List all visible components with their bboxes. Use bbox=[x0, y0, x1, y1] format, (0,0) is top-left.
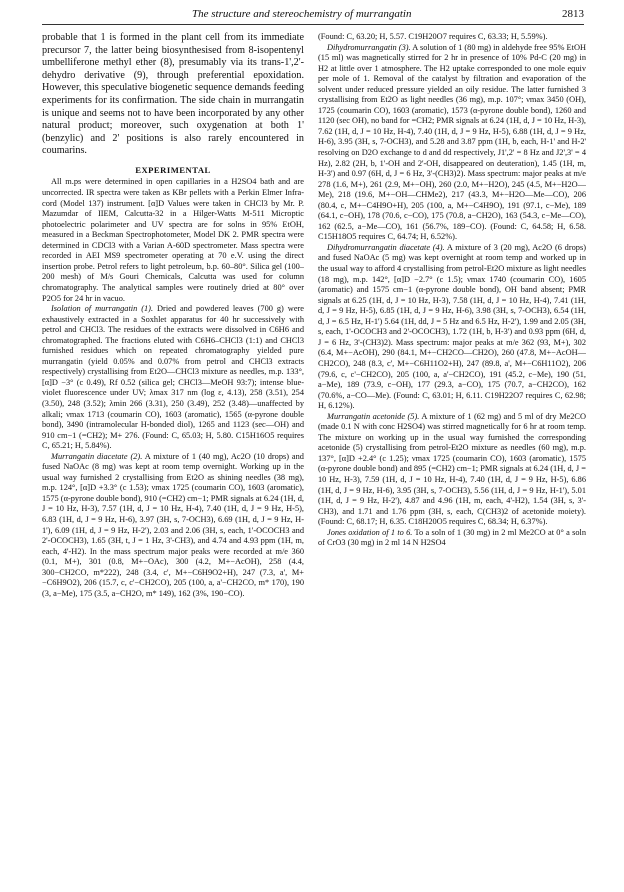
left-column bbox=[42, 32, 304, 884]
jones-body: To a soln of 1 (30 mg) in 2 ml Me2CO at 0° a soln of CrO3 (30 mg) in 2 ml 14 N H2SO4 bbox=[318, 527, 586, 548]
isolation-body: Dried and powdered leaves (700 g) were exhaustively extracted in a Soxhlet apparatus for 40 hr successively with petrol and CHCl3. The residues of the extracts were dissolved in C6H6 and chromatographed. The fractions eluted with C6H6–CHCl3 (1:1) and CHCl3 furnished residues which on repeated chromatography yielded pure murrangatin (yield 0.05% and 0.07% from petrol and CHCl3 extracts respectively) crystallising from Et2O—CHCl3 mixture as needles, m.p. 133°, [α]D −3° (c 0.49), Rf 0.52 (silica gel; CHCl3—MeOH 93:7); intense blue-violet fluorescence under UV; λmax 317 nm (log ε, 4.13), 258 (3.51), 254 (3.50), 248 (3.52); λmin 266 (3.31), 250 (3.49), 252 (3.48)—unaffected by alkali; νmax 1713 (coumarin CO), 1603 (aromatic), 1565 (α-pyrone double bond), 3490 (intramolecular H-bonded diol), 1265 and 1123 (sec—OH) and 910 cm−1 (=CH2); M+ 276. (Found: C, 65.03; H, 5.80. C15H16O5 requires C, 65.21; H, 5.84%). bbox=[42, 304, 304, 451]
general-methods-paragraph: All m.ps were determined in open capillaries in a H2SO4 bath and are uncorrected. IR spectra were taken as KBr pellets with a Perkin Elmer Infra-cord (Model 137) instrument. [α]D Values were taken in CHCl3 by Mr. P. Mazumdar of IIEM, Calcutta-32 in a Hilger-Watts M-511 Microptic photoelectric polarimeter and UV spectra are for solns in 95% EtOH, measured in a Beckman Spectrophotometer, Model DK 2. PMR spectra were determined in CDCl3 with a Varian A-60D spectrometer. Mass spectra were recorded in AEI MS9 spectrometer operating at 70 e.V. using the direct insertion probe. Petrol refers to light petroleum, b.p. 60–80°. Silica gel (100–200 mesh) of M/s Gouri Chemicals, Calcutta was used for column chromatography. The analytical samples were routinely dried at 80° over P2O5 for 24 hr in vacuo. bbox=[42, 177, 304, 303]
running-header bbox=[42, 8, 584, 24]
acetonide-lead: Murrangatin acetonide (5). bbox=[327, 411, 420, 421]
dihydro-paragraph bbox=[318, 43, 586, 243]
diacetate-paragraph bbox=[42, 452, 304, 600]
jones-paragraph bbox=[318, 528, 586, 549]
dihydro-lead: Dihydromurrangatin (3). bbox=[327, 42, 411, 52]
jones-lead: Jones oxidation of 1 to 6. bbox=[327, 527, 413, 537]
dihydro-diacetate-lead: Dihydromurrangatin diacetate (4). bbox=[327, 242, 445, 252]
experimental-heading: EXPERIMENTAL bbox=[135, 164, 211, 175]
isolation-lead: Isolation of murrangatin (1). bbox=[51, 304, 154, 314]
running-title: The structure and stereochemistry of murrangatin bbox=[192, 8, 412, 20]
acetonide-body: A mixture of 1 (62 mg) and 5 ml of dry Me2CO (made 0.1 N with conc H2SO4) was stirred magnetically for 6 hr at room temp. The mixture on working up in the usual way furnished the corresponding acetonide (5) crystallising from petrol-Et2O mixture as needles (60 mg), m.p. 137°, [α]D +2.4° (c 1.25); νmax 1725 (coumarin CO), 1603 (aromatic), 1575 (α-pyrone double bond) and 895 (=CH2) cm−1; PMR signals at 6.24 (1H, d, J = 10 Hz, H-3), 7.59 (1H, d, J = 10 Hz, H-4), 7.40 (1H, d, J = 9 Hz, H-5), 6.86 (1H, d, J = 9 Hz, H-6), 3.95 (3H, s, 7-OCH3), 5.56 (1H, d, J = 9 Hz, H-1'), 5.01 (1H, d, J = 9 Hz, H-2'), 4.87 and 4.96 (1H, m, each, 4'-H2), 1.54 (3H, s, 3'-CH3), and 1.71 and 1.76 ppm (3H, s, each, C(CH3)2 of acetonide moiety). (Found: C, 68.17; H, 6.35. C18H20O5 requires C, 68.34; H, 6.37%). bbox=[318, 411, 586, 527]
intro-paragraph: probable that 1 is formed in the plant cell from its immediate precursor 7, the latter being biosynthesised from 8-isopentenyl umbelliferone methyl ether (8), presumably via its trans-1',2'-dehydro derivative (9), through preferential epoxidation. However, this speculative biogenetic sequence demands feeding experiments for its confirmation. The side chain in murrangatin is unique and seems not to have been incorporated by any other natural product; moreover, such oxygenation at both 1' (benzylic) and 2' positions is also rarely encountered in coumarins. bbox=[42, 32, 304, 157]
dihydro-diacetate-body: A mixture of 3 (20 mg), Ac2O (6 drops) and fused NaOAc (5 mg) was kept overnight at room temp and worked up in the usual way to afford 4 crystallising from petrol-Et2O mixture as light needles (18 mg), m.p. 142°, [α]D −2.7° (c 1.5); νmax 1740 (coumarin CO), 1605 (aromatic) and 1575 cm−1 (α-pyrone double bond), OH band absent; PMR signals at 6.25 (1H, d, J = 10 Hz, H-3), 7.58 (1H, d, J = 10 Hz, H-4), 7.41 (1H, d, J = 9 Hz, H-5), 6.85 (1H, d, J = 9 Hz, H-6), 3.98 (3H, s, 7-OCH3), 6.54 (1H, d, J = 6.5 Hz, H-1') 5.64 (1H, dd, J = 5 Hz and 6.5 Hz, H-2'), 1.99 and 2.05 (3H, s, each, 1'-OCOCH3 and 2'-OCOCH3), 1.72 (1H, b, H-3') and 0.93 ppm (6H, d, J = 6 Hz, 3'-(CH3)2). Mass spectrum: major peaks at m/e 362 (93, M+), 302 (6.4, M+−AcOH), 290 (84.1, M+−CH2CO—CH2O), 260 (47.8, M+−AcOH—CH2CO), 248 (8.3, c', M+−C6H11O2+H), 247 (89.8, a', M+−C6H11O2), 206 (79.6, c, c'−CH2CO), 205 (100, a, a'−CH2CO), 191 (45.2, c−Me), 190 (51, a−Me), 189 (73.9, c−OH), 177 (29.3, a−CO), 175 (70.7, a−CH2CO), 162 (70.6%, a−CO—Me). (Found: C, 63.01; H, 6.11. C19H22O7 requires C, 62.98; H, 6.12%). bbox=[318, 242, 586, 411]
dihydro-diacetate-paragraph bbox=[318, 243, 586, 412]
right-column bbox=[318, 32, 586, 884]
diacetate-body: A mixture of 1 (40 mg), Ac2O (10 drops) and fused NaOAc (8 mg) was kept at room temp overnight. Working up in the usual way furnished 2 crystallising from Et2O as shining needles (38 mg), m.p. 124°, [α]D +3.3° (c 1.53); νmax 1725 (coumarin CO), 1603 (aromatic), 1575 (α-pyrone double bond), 910 (=CH2) cm−1; PMR signals at 6.24 (1H, d, J = 10 Hz, H-3), 7.57 (1H, d, J = 10 Hz, H-4), 7.40 (1H, d, J = 9 Hz, H-5), 6.83 (1H, d, J = 9 Hz, H-6), 3.97 (3H, s, 7-OCH3), 6.69 (1H, d, J = 9 Hz, H-1'), 6.09 (1H, d, J = 9 Hz, H-2'), 2.03 and 2.06 (3H, s, each, 1'-OCOCH3 and 2'-OCOCH3), 1.65 (3H, t, J = 1 Hz, 3'-CH3), and 4.74 and 4.93 ppm (1H, m, each, 4'-H2). In the mass spectrum major peaks were recorded at m/e 360 (0.1, M+), 301 (0.8, M+−OAc), 300 (4.2, M+−AcOH), 258 (4.4, 300−CH2CO, m*222), 248 (3.4, c', M+−C6H9O2+H), 247 (7.3, a', M+−C6H9O2), 206 (15.7, c, c'−CH2CO), 205 (100, a, a'−CH2CO, m* 170), 190 (3, a−Me), 175 (3.5, a−CH2O, m* 149), 162 (3%, 190−CO). bbox=[42, 451, 304, 598]
isolation-paragraph bbox=[42, 304, 304, 452]
found-line: (Found: C, 63.20; H, 5.57. C19H20O7 requires C, 63.33; H, 5.59%). bbox=[318, 32, 548, 41]
page-number: 2813 bbox=[562, 8, 584, 20]
acetonide-paragraph bbox=[318, 412, 586, 528]
diacetate-lead: Murrangatin diacetate (2). bbox=[51, 451, 143, 461]
dihydro-body: A solution of 1 (80 mg) in aldehyde free 95% EtOH (15 ml) was magnetically stirred for 2 hr in presence of 10% Pd-C (20 mg) in H2 at little over 1 atmosphere. The H2 uptake corresponded to one mole equiv per mole of 1. Removal of the catalyst by filtration and evaporation of the solvent under reduced pressure yielded an oily residue. The latter furnished 3 crystallising from Et2O as light needles (36 mg), m.p. 107°; νmax 3450 (OH), 1725 (coumarin CO), 1603 (aromatic), 1573 (α-pyrone double bond), 1260 and 1120 (sec OH), no band for =CH2; PMR signals at 6.24 (1H, d, J = 10 Hz, H-3), 7.62 (1H, d, J = 10 Hz, H-4), 7.40 (1H, d, J = 9 Hz, H-5), 6.88 (1H, d, J = 9 Hz, H-6), 3.95 (3H, s, 7-OCH3), and 5.28 and 3.87 ppm (1H, b, each, H-1' and H-2' resolving on D2O exchange to d and dd respectively, J1',2' = 8 Hz and J2',3' = 4 Hz), 2.82 (2H, b, 1'-OH and 2'-OH, disappeared on deuteration), 1.45 (1H, m, H-3') and 0.97 (6H, d, J = 6 Hz, 3'-(CH3)2). Mass spectrum: major peaks at m/e 278 (1.6, M+), 261 (2.9, M+−OH), 260 (2.0, M+−H2O), 245 (4.5, M+−H2O—Me), 218 (19.6, M+−OH—CHMe2), 217 (43.3, M+−H2O—Me—CO), 206 (80.4, c, M+−C4H9O+H), 205 (100, a, M+−C4H9O), 191 (97.1, c−Me), 189 (64.1, c−OH), 178 (70.6, c−CO), 175 (70.8, a−CH2O), 163 (54.3, c−Me—CO), 162 (62.5, a−Me—CO), 161 (56.7%, 189−CO). (Found: C, 64.58; H, 6.58. C15H18O5 requires C, 64.74; H, 6.52%). bbox=[318, 42, 586, 242]
header-rule bbox=[42, 24, 584, 25]
